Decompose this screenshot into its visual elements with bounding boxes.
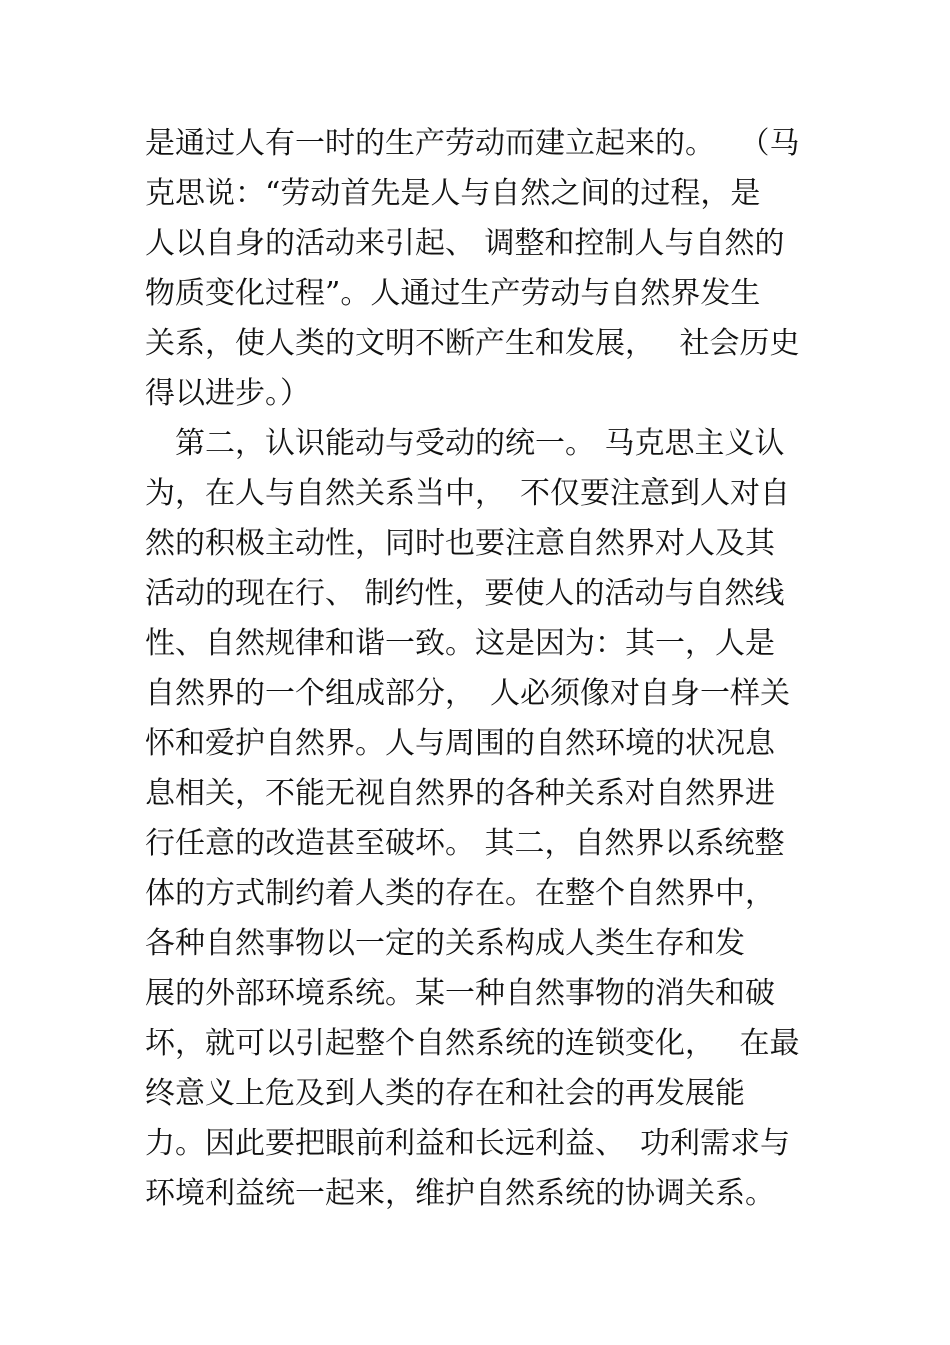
text-line: 活动的现在行、 制约性，要使人的活动与自然线: [145, 576, 785, 611]
text-line: 物质变化过程”。人通过生产劳动与自然界发生: [145, 276, 761, 311]
text-line: 自然界的一个组成部分， 人必须像对自身一样关: [145, 676, 790, 711]
text-line: 怀和爱护自然界。人与周围的自然环境的状况息: [145, 726, 775, 761]
text-line: 人以自身的活动来引起、 调整和控制人与自然的: [145, 226, 785, 261]
body-text: [145, 119, 825, 1219]
text-line: 各种自然事物以一定的关系构成人类生存和发: [145, 926, 745, 961]
text-line: 第二，认识能动与受动的统一。 马克思主义认: [145, 426, 785, 461]
text-line: 得以进步。）: [145, 376, 310, 411]
text-line: 性、自然规律和谐一致。这是因为：其一，人是: [145, 626, 775, 661]
text-line: 息相关，不能无视自然界的各种关系对自然界进: [145, 776, 775, 811]
text-line: 体的方式制约着人类的存在。在整个自然界中，: [145, 876, 775, 911]
text-line: 行任意的改造甚至破坏。 其二，自然界以系统整: [145, 826, 785, 861]
text-line: 终意义上危及到人类的存在和社会的再发展能: [145, 1076, 745, 1111]
text-line: 然的积极主动性，同时也要注意自然界对人及其: [145, 526, 775, 561]
text-line: 展的外部环境系统。某一种自然事物的消失和破: [145, 976, 775, 1011]
text-line: 坏，就可以引起整个自然系统的连锁变化， 在最: [145, 1026, 800, 1061]
text-line: 力。因此要把眼前利益和长远利益、 功利需求与: [145, 1126, 790, 1161]
text-line: 为，在人与自然关系当中， 不仅要注意到人对自: [145, 476, 790, 511]
text-line: 环境利益统一起来，维护自然系统的协调关系。: [145, 1176, 775, 1211]
text-line: 关系，使人类的文明不断产生和发展， 社会历史: [145, 326, 800, 361]
text-line: 是通过人有一时的生产劳动而建立起来的。 （马: [145, 126, 800, 161]
text-line: 克思说：“劳动首先是人与自然之间的过程，是: [145, 176, 761, 211]
